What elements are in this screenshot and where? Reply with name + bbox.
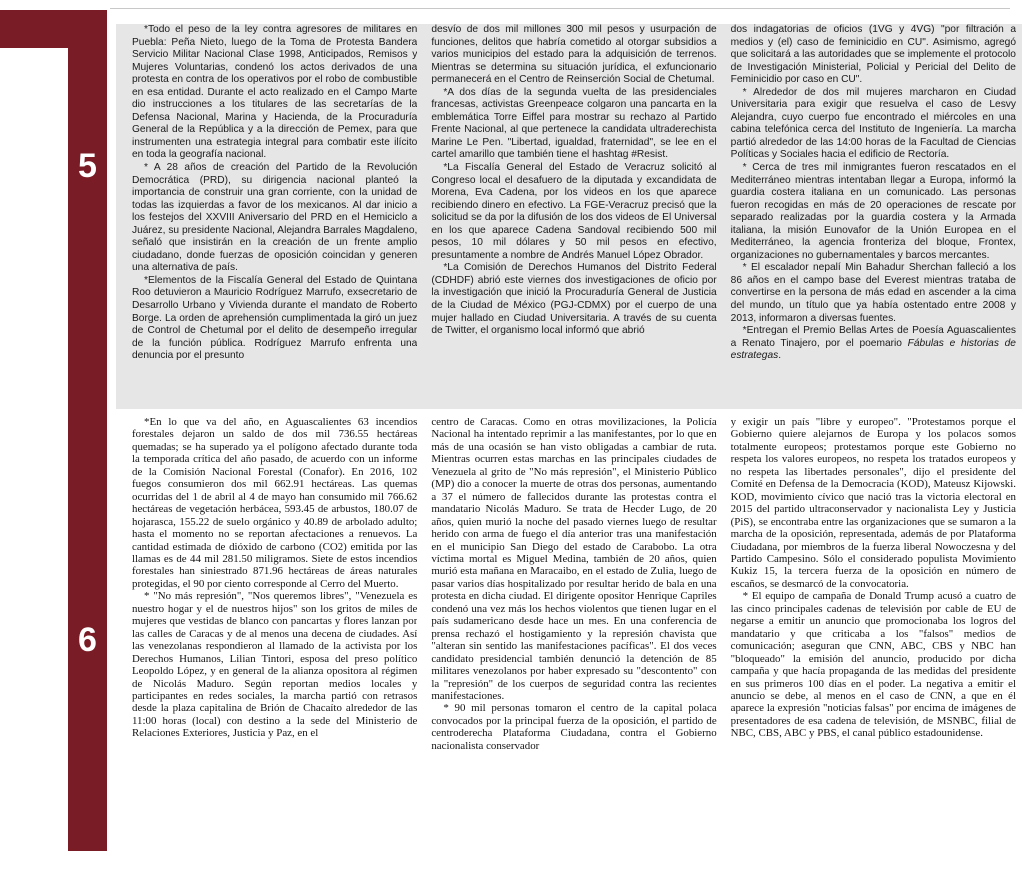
side-bar <box>68 10 107 851</box>
section6-column-3 <box>731 416 1016 856</box>
news-item: y exigir un país "libre y europeo". "Protestamos porque el Gobierno quiere alejarnos de Europa y los polacos somos totalmente europeos; protestamos porque este Gobierno no respeta los valores europeos, no respeta los tratados europeos y no respeta las libertades personales", dijo el presidente del Comité en Defensa de la Democracia (KOD), Mateusz Kijowski. KOD, movimiento cívico que nació tras la victoria electoral en 2015 del partido ultraconservador y nacionalista Ley y Justicia (PiS), se encontraba entre las organizaciones que se sumaron a la marcha de la oposición, representada, además de por Plataforma Ciudadana, por miembros de la fuerza liberal Nowoczesna y del Partido Campesino. Sólo el considerado populista Movimiento Kukiz 15, la tercera fuerza de la oposición en número de escaños, se desmarcó de la convocatoria. <box>730 416 1016 590</box>
section5-column-3 <box>731 24 1016 409</box>
news-item: desvío de dos mil millones 300 mil pesos y usurpación de funciones, delitos que habría cometido al otorgar subsidios a varios municipios del estado para la adquisición de terrenos. Mientras se determina su situación jurídica, el exfuncionario permanecerá en el Centro de Reinserción Social de Chetumal. <box>431 24 717 86</box>
news-item: * A 28 años de creación del Partido de la Revolución Democrática (PRD), su dirigencia nacional planteó la importancia de construir una gran corriente, con la unidad de todas las izquierdas a favor de los mexicanos. Al dar inicio a los festejos del XXVIII Aniversario del PRD en el Hemiciclo a Juárez, su presidente Nacional, Alejandra Barrales Magdaleno, señaló que insistirán en la creación de un frente amplio ciudadano, donde fuerzas de oposición coincidan y generen una alternativa de país. <box>132 162 418 274</box>
news-item-award <box>731 325 1016 363</box>
section6-column-2 <box>431 416 716 856</box>
section-number-5: 5 <box>78 147 97 185</box>
book-title: Fábulas e historias de estrategas <box>730 337 1016 362</box>
news-item: * El escalador nepalí Min Bahadur Sherchan falleció a los 86 años en el campo base del Everest mientras trataba de convertirse en la persona de más edad en ascender a la cima del mundo, un título que ya había ostentado entre 2008 y 2013, informaron a diversas fuentes. <box>730 262 1016 324</box>
news-section-6 <box>116 416 1022 856</box>
news-item: * Alrededor de dos mil mujeres marcharon en Ciudad Universitaria para exigir que resuelva el caso de Lesvy Alejandra, cuyo cuerpo fue encontrado el miércoles en una cabina telefónica cerca del Instituto de Ingeniería. La marcha partió alrededor de las 14:00 horas de la Facultad de Ciencias Políticas y Sociales hacia el edificio de Rectoría. <box>730 86 1016 161</box>
news-item: *Elementos de la Fiscalía General del Estado de Quintana Roo detuvieron a Mauricio Rodríguez Marrufo, exsecretario de Desarrollo Urbano y Vivienda durante el mandato de Roberto Borge. La orden de aprehensión cumplimentada la giró un juez de Control de Chetumal por el delito de desempeño irregular de la función pública. Rodríguez Marrufo enfrenta una denuncia por el presunto <box>132 274 418 362</box>
section6-column-1 <box>132 416 417 856</box>
news-item: *Todo el peso de la ley contra agresores de militares en Puebla: Peña Nieto, luego de la Toma de Protesta Bandera Servicio Militar Nacional Clase 1998, Anticipados, Remisos y Mujeres Voluntarias, condenó los actos derivados de una protesta en contra de los operativos por el robo de combustible en esa entidad. Durante el acto realizado en el Campo Marte dio instrucciones a los titulares de las secretarías de la Defensa Nacional, Marina y Hacienda, de la Procuraduría General de la República y a la dirección de Pemex, para que instrumenten una estrategia integral para combatir este ilícito en toda la geografía nacional. <box>132 24 418 161</box>
news-item: *A dos días de la segunda vuelta de las presidenciales francesas, activistas Greenpeace colgaron una pancarta en la emblemática Torre Eiffel para mostrar su rechazo al Partido Frente Nacional, al que pertenece la candidata ultraderechista Marine Le Pen. "Libertad, igualdad, fraternidad", se lee en el cartel amarillo que también tiene el hashtag #Resist. <box>431 86 717 161</box>
award-text: *Entregan el Premio Bellas Artes de Poesía Aguascalientes a Renato Tinajero, por el poemario <box>730 325 1016 349</box>
news-item: * "No más represión", "Nos queremos libres", "Venezuela es nuestro hogar y el de nuestros hijos" son los gritos de miles de mujeres que vestidas de blanco con pancartas y flores lanzan por las calles de Caracas y de al menos una decena de ciudades. Así las venezolanas respondieron al llamado de la activista por los Derechos Humanos, Lilian Tintori, esposa del preso político Leopoldo López, y en general de la alianza opositora al régimen de Nicolás Maduro. Según reportan medios locales y participantes en redes sociales, la marcha partió con retrasos desde la plaza capitalina de Brión de Chacaíto alrededor de las 11:00 horas (local) con destino a la sede del Ministerio de Relaciones Exteriores, Justicia y Paz, en el <box>132 590 418 740</box>
section5-column-1 <box>132 24 417 409</box>
news-item: * 90 mil personas tomaron el centro de la capital polaca convocados por la principal fuerza de la oposición, el partido de centroderecha Plataforma Ciudadana, contra el Gobierno nacionalista conservador <box>431 702 717 752</box>
news-item: * El equipo de campaña de Donald Trump acusó a cuatro de las cinco principales cadenas de televisión por cable de EU de negarse a emitir un anuncio que promocionaba los logros del mandatario y que criticaba a los "falsos" medios de comunicación; aseguran que CNN, ABC, CBS y NBC han "bloqueado" la emisión del anuncio, producido por dicha campaña y que hacía propaganda de las medidas del presidente en sus primeros 100 días en el poder. La negativa a emitir el anuncio se debe, al menos en el caso de CNN, a que en él aparece la expresión "noticias falsas" por encima de imágenes de presentadores de esa cadena de televisión, de MSNBC, filial de NBC, CBS, ABC y PBS, el canal público estadounidense. <box>730 590 1016 740</box>
news-item: * Cerca de tres mil inmigrantes fueron rescatados en el Mediterráneo mientras intentaban llegar a Europa, informó la guardia costera italiana en un comunicado. Las personas fueron recogidas en más de 20 operaciones de rescate por separado realizadas por la guardia costera y la Armada italiana, la misión Eunovafor de la Unión Europea en el Mediterráneo, la agencia fronteriza del bloque, Frontex, organizaciones no gubernamentales y barcos mercantes. <box>730 162 1016 261</box>
award-text-end: . <box>778 350 782 362</box>
section5-column-2 <box>431 24 716 409</box>
news-item: centro de Caracas. Como en otras movilizaciones, la Policía Nacional ha intentado reprimir a las manifestantes, por lo que en más de una ocasión se han visto obligadas a cambiar de ruta. Mientras ocurren estas marchas en las principales ciudades de Venezuela al grito de "No más represión", el Ministerio Público (MP) dio a conocer la muerte de otras dos personas, aumentando a 37 el número de fallecidos durante las protestas contra el mandatario Nicolás Maduro. Se trata de Hecder Lugo, de 20 años, quien murió la noche del pasado viernes luego de resultar herido con arma de fuego el día anterior tras una manifestación en el municipio San Diego del estado de Carabobo. La otra víctima mortal es Miguel Medina, también de 20 años, quien murió esta mañana en Maracaibo, en el estado de Zulia, luego de pasar varios días hospitalizado por resultar herido de bala en una protesta en dicha ciudad. El dirigente opositor Henrique Capriles condenó una vez más los hechos violentos que tienen lugar en el país sudamericano desde hace un mes. En una conferencia de prensa rechazó el hostigamiento y la represión chavista que "alteran sin sentido las manifestaciones pacíficas". El dos veces candidato presidencial también denunció la detención de 85 militares venezolanos por haber expresado su "descontento" con la "represión" de los cuerpos de seguridad contra las recientes manifestaciones. <box>431 416 717 702</box>
news-section-5 <box>116 24 1022 409</box>
section-number-6: 6 <box>78 621 97 659</box>
news-item: *La Fiscalía General del Estado de Veracruz solicitó al Congreso local el desafuero de la diputada y excandidata de Morena, Eva Cadena, por los videos en los que aparece recibiendo dinero en efectivo. La FGE-Veracruz precisó que la solicitud se da por la difusión de los dos videos de El Universal en los que aparece Cadena Sandoval recibiendo 500 mil pesos, 10 mil dólares y 50 mil pesos en efectivo, presuntamente a nombre de Andrés Manuel López Obrador. <box>431 162 717 261</box>
news-item: *La Comisión de Derechos Humanos del Distrito Federal (CDHDF) abrió este viernes dos investigaciones de oficio por la investigación que inició la Procuraduría General de Justicia de la Ciudad de México (PGJ-CDMX) por el cuerpo de una mujer hallado en Ciudad Universitaria. A través de su cuenta de Twitter, el organismo local informó que abrió <box>431 262 717 337</box>
news-item: *En lo que va del año, en Aguascalientes 63 incendios forestales dejaron un saldo de dos mil 736.55 hectáreas quemadas; se ha superado ya el polígono afectado durante toda la temporada crítica del año pasado, de acuerdo con un informe de la Comisión Nacional Forestal (Conafor). En 2016, 102 fuegos consumieron dos mil 662.91 hectáreas. Las quemas ocurridas del 1 de abril al 4 de mayo han consumido mil 766.62 hectáreas de vegetación herbácea, 593.45 de arbustos, 180.07 de hojarasca, 155.22 de suelo orgánico y 40.89 de arbolado adulto; hasta el momento no se reportan afectaciones a renuevos. La cantidad estimada de dióxido de carbono (CO2) emitida por las llamas es de 44 mil 281.50 miligramos. Siete de estos incendios forestales han siniestrado 871.96 hectáreas de áreas naturales protegidas, el 90 por ciento corresponde al Cerro del Muerto. <box>132 416 418 590</box>
top-rule <box>110 8 1010 9</box>
news-item: dos indagatorias de oficios (1VG y 4VG) "por filtración a medios y (el) caso de feminicidio en CU". Asimismo, agregó que solicitará a las autoridades que se implemente el protocolo de Investigación Ministerial, Policial y Pericial del Delito de Feminicidio por caso en CU". <box>730 24 1016 86</box>
